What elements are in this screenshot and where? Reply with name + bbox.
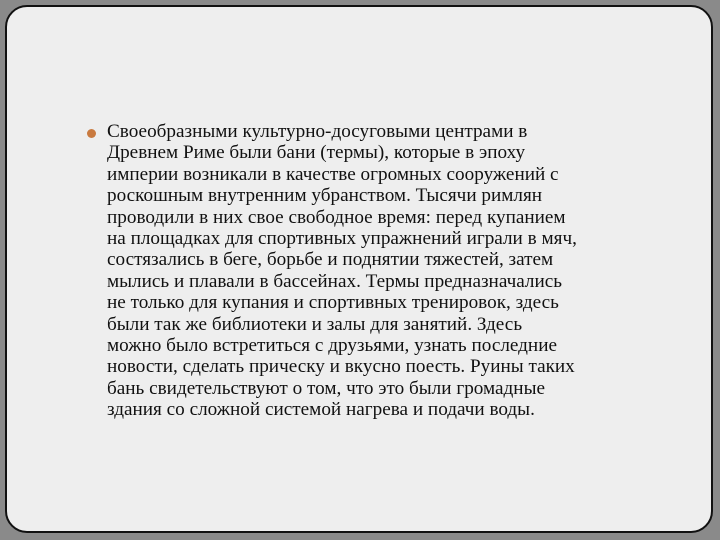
bullet-text: Своеобразными культурно-досуговыми центрами в Древнем Риме были бани (термы), которые в эпоху империи возникали в качестве огромных сооружений с роскошным внутренним убранством. Тысячи римлян проводили в них свое свободное время: перед купанием на площадках для спортивных упражнений играли в мяч, состязались в беге, борьбе и поднятии тяжестей, затем мылись и плавали в бассейнах. Термы предназначались не только для купания и спортивных тренировок, здесь были так же библиотеки и залы для занятий. Здесь можно было встретиться с друзьями, узнать последние новости, сделать прическу и вкусно поесть. Руины таких бань свидетельствуют о том, что это были громадные здания со сложной системой нагрева и подачи воды. xyxy=(107,121,577,421)
bullet-dot-icon xyxy=(87,129,96,138)
slide-frame xyxy=(5,5,713,533)
bullet-item xyxy=(87,121,687,421)
